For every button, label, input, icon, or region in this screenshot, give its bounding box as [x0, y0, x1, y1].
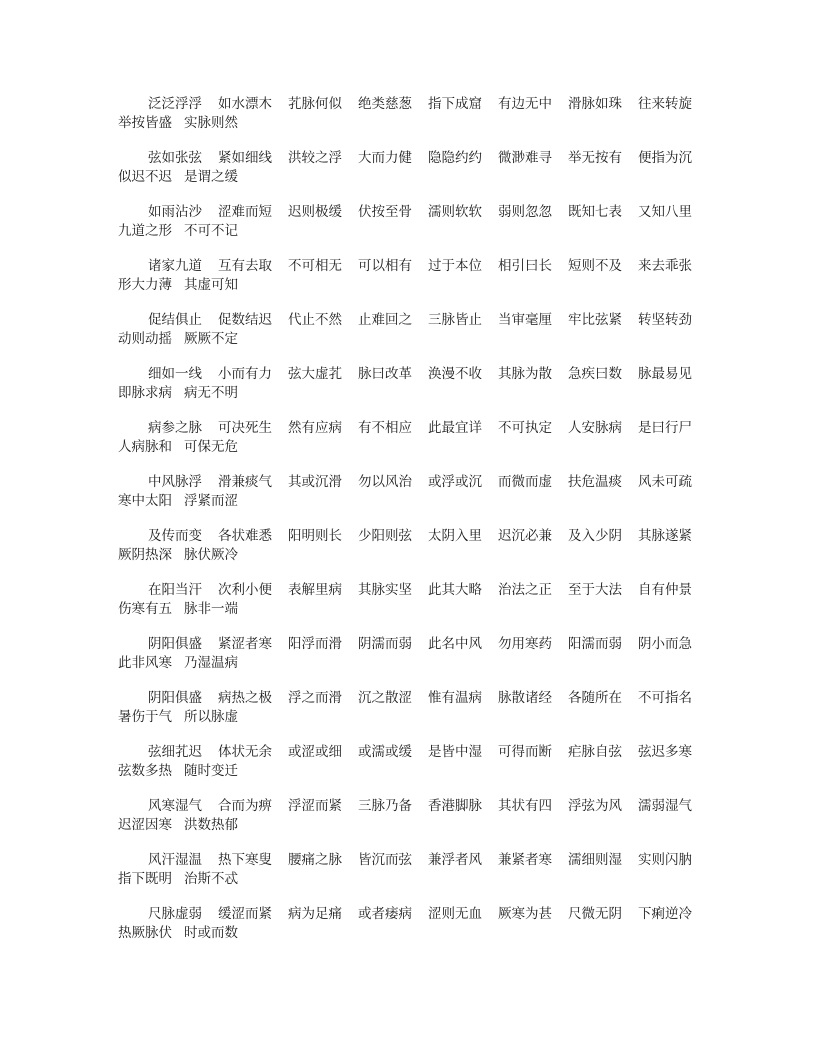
verse-phrase: 不可相无	[288, 258, 342, 274]
verse-phrase: 此非风寒	[118, 655, 172, 671]
verse-phrase: 脉曰改革	[358, 366, 412, 382]
verse-phrase: 随时变迁	[184, 763, 238, 779]
verse-phrase: 大而力健	[358, 150, 412, 166]
verse-phrase: 阴濡而弱	[358, 636, 412, 652]
verse-phrase: 所以脉虚	[184, 709, 238, 725]
verse-phrase: 紧如细线	[218, 150, 272, 166]
verse-paragraph	[118, 311, 698, 349]
verse-phrase: 其状有四	[498, 798, 552, 814]
verse-line	[118, 114, 698, 133]
verse-phrase: 表解里病	[288, 582, 342, 598]
verse-phrase: 尺脉虚弱	[148, 906, 202, 922]
verse-paragraph	[118, 851, 698, 889]
verse-phrase: 尺微无阴	[568, 906, 622, 922]
verse-phrase: 便指为沉	[638, 150, 692, 166]
verse-phrase: 短则不及	[568, 258, 622, 274]
verse-phrase: 小而有力	[218, 366, 272, 382]
verse-phrase: 止难回之	[358, 312, 412, 328]
verse-phrase: 绝类慈葱	[358, 96, 412, 112]
verse-phrase: 是皆中湿	[428, 744, 482, 760]
verse-phrase: 可保无危	[184, 439, 238, 455]
verse-phrase: 芤脉何似	[288, 96, 342, 112]
verse-phrase: 风汗湿温	[148, 852, 202, 868]
verse-phrase: 如水漂木	[218, 96, 272, 112]
verse-line	[118, 222, 698, 241]
verse-phrase: 洪较之浮	[288, 150, 342, 166]
verse-phrase: 时或而数	[184, 925, 238, 941]
verse-phrase: 迟涩因寒	[118, 817, 172, 833]
verse-line	[118, 743, 698, 762]
verse-line	[118, 473, 698, 492]
verse-phrase: 寒中太阳	[118, 493, 172, 509]
verse-phrase: 促数结迟	[218, 312, 272, 328]
verse-phrase: 至于大法	[568, 582, 622, 598]
verse-phrase: 合而为痹	[218, 798, 272, 814]
verse-phrase: 似迟不迟	[118, 169, 172, 185]
verse-phrase: 扶危温痰	[568, 474, 622, 490]
verse-phrase: 及传而变	[148, 528, 202, 544]
verse-phrase: 有边无中	[498, 96, 552, 112]
verse-paragraph	[118, 581, 698, 619]
verse-phrase: 实则闪肭	[638, 852, 692, 868]
verse-paragraph	[118, 257, 698, 295]
verse-phrase: 浮之而滑	[288, 690, 342, 706]
verse-phrase: 伏按至骨	[358, 204, 412, 220]
verse-phrase: 过于本位	[428, 258, 482, 274]
verse-phrase: 太阴入里	[428, 528, 482, 544]
verse-phrase: 各状难悉	[218, 528, 272, 544]
verse-phrase: 病热之极	[218, 690, 272, 706]
verse-phrase: 病参之脉	[148, 420, 202, 436]
verse-paragraph	[118, 797, 698, 835]
verse-phrase: 此其大略	[428, 582, 482, 598]
verse-line	[118, 905, 698, 924]
verse-phrase: 在阳当汗	[148, 582, 202, 598]
verse-phrase: 厥寒为甚	[498, 906, 552, 922]
verse-phrase: 迟沉必兼	[498, 528, 552, 544]
verse-phrase: 涣漫不收	[428, 366, 482, 382]
verse-phrase: 举无按有	[568, 150, 622, 166]
verse-phrase: 实脉则然	[184, 115, 238, 131]
verse-phrase: 兼浮者风	[428, 852, 482, 868]
verse-line	[118, 762, 698, 781]
verse-phrase: 热下寒叟	[218, 852, 272, 868]
verse-phrase: 阳明则长	[288, 528, 342, 544]
verse-body	[118, 95, 698, 959]
verse-phrase: 洪数热郁	[184, 817, 238, 833]
verse-line	[118, 276, 698, 295]
verse-line	[118, 203, 698, 222]
verse-phrase: 来去乖张	[638, 258, 692, 274]
verse-line	[118, 689, 698, 708]
verse-phrase: 兼紧者寒	[498, 852, 552, 868]
verse-phrase: 三脉皆止	[428, 312, 482, 328]
verse-phrase: 乃湿温病	[184, 655, 238, 671]
verse-phrase: 而微而虚	[498, 474, 552, 490]
verse-phrase: 弦细芤迟	[148, 744, 202, 760]
verse-phrase: 细如一线	[148, 366, 202, 382]
verse-phrase: 代止不然	[288, 312, 342, 328]
verse-paragraph	[118, 419, 698, 457]
verse-line	[118, 311, 698, 330]
verse-phrase: 浮弦为风	[568, 798, 622, 814]
verse-paragraph	[118, 203, 698, 241]
verse-phrase: 治斯不忒	[184, 871, 238, 887]
verse-phrase: 体状无余	[218, 744, 272, 760]
verse-phrase: 急疾曰数	[568, 366, 622, 382]
verse-line	[118, 635, 698, 654]
verse-phrase: 又知八里	[638, 204, 692, 220]
verse-line	[118, 492, 698, 511]
verse-phrase: 转坚转劲	[638, 312, 692, 328]
verse-phrase: 脉非一端	[184, 601, 238, 617]
verse-phrase: 次利小便	[218, 582, 272, 598]
verse-phrase: 人安脉病	[568, 420, 622, 436]
verse-phrase: 弱则忽忽	[498, 204, 552, 220]
verse-phrase: 勿以风治	[358, 474, 412, 490]
verse-phrase: 泛泛浮浮	[148, 96, 202, 112]
verse-phrase: 香港脚脉	[428, 798, 482, 814]
verse-line	[118, 581, 698, 600]
verse-phrase: 暑伤于气	[118, 709, 172, 725]
verse-line	[118, 438, 698, 457]
verse-phrase: 病为足痛	[288, 906, 342, 922]
verse-paragraph	[118, 905, 698, 943]
verse-line	[118, 654, 698, 673]
verse-phrase: 九道之形	[118, 223, 172, 239]
verse-phrase: 脉散诸经	[498, 690, 552, 706]
verse-phrase: 此名中风	[428, 636, 482, 652]
verse-line	[118, 168, 698, 187]
verse-phrase: 阳浮而滑	[288, 636, 342, 652]
verse-phrase: 即脉求病	[118, 385, 172, 401]
verse-phrase: 缓涩而紧	[218, 906, 272, 922]
verse-phrase: 风未可疏	[638, 474, 692, 490]
verse-phrase: 濡弱湿气	[638, 798, 692, 814]
verse-paragraph	[118, 473, 698, 511]
verse-phrase: 弦数多热	[118, 763, 172, 779]
verse-phrase: 涩则无血	[428, 906, 482, 922]
verse-phrase: 自有仲景	[638, 582, 692, 598]
verse-phrase: 阴阳俱盛	[148, 690, 202, 706]
verse-phrase: 弦迟多寒	[638, 744, 692, 760]
verse-phrase: 迟则极缓	[288, 204, 342, 220]
verse-phrase: 举按皆盛	[118, 115, 172, 131]
verse-phrase: 或濡或缓	[358, 744, 412, 760]
verse-line	[118, 330, 698, 349]
verse-line	[118, 419, 698, 438]
verse-phrase: 三脉乃备	[358, 798, 412, 814]
verse-phrase: 伤寒有五	[118, 601, 172, 617]
verse-phrase: 脉伏厥冷	[184, 547, 238, 563]
verse-phrase: 沉之散涩	[358, 690, 412, 706]
verse-line	[118, 870, 698, 889]
verse-phrase: 然有应病	[288, 420, 342, 436]
verse-paragraph	[118, 95, 698, 133]
verse-phrase: 滑脉如珠	[568, 96, 622, 112]
verse-line	[118, 600, 698, 619]
verse-phrase: 或涩或细	[288, 744, 342, 760]
verse-paragraph	[118, 635, 698, 673]
verse-phrase: 往来转旋	[638, 96, 692, 112]
verse-line	[118, 384, 698, 403]
verse-phrase: 可得而断	[498, 744, 552, 760]
verse-phrase: 其或沉滑	[288, 474, 342, 490]
verse-line	[118, 708, 698, 727]
verse-line	[118, 924, 698, 943]
verse-phrase: 相引曰长	[498, 258, 552, 274]
verse-phrase: 如雨沾沙	[148, 204, 202, 220]
verse-line	[118, 257, 698, 276]
verse-phrase: 热厥脉伏	[118, 925, 172, 941]
verse-paragraph	[118, 527, 698, 565]
verse-phrase: 人病脉和	[118, 439, 172, 455]
verse-phrase: 中风脉浮	[148, 474, 202, 490]
verse-phrase: 可以相有	[358, 258, 412, 274]
verse-phrase: 少阳则弦	[358, 528, 412, 544]
verse-line	[118, 546, 698, 565]
verse-phrase: 濡则软软	[428, 204, 482, 220]
verse-phrase: 有不相应	[358, 420, 412, 436]
verse-phrase: 微渺难寻	[498, 150, 552, 166]
verse-line	[118, 851, 698, 870]
verse-line	[118, 527, 698, 546]
verse-phrase: 阳濡而弱	[568, 636, 622, 652]
verse-phrase: 其脉遂紧	[638, 528, 692, 544]
verse-phrase: 是曰行尸	[638, 420, 692, 436]
verse-phrase: 或者痿病	[358, 906, 412, 922]
verse-phrase: 不可执定	[498, 420, 552, 436]
verse-paragraph	[118, 689, 698, 727]
verse-phrase: 互有去取	[218, 258, 272, 274]
verse-phrase: 治法之正	[498, 582, 552, 598]
verse-phrase: 阴阳俱盛	[148, 636, 202, 652]
verse-phrase: 阴小而急	[638, 636, 692, 652]
verse-phrase: 疟脉自弦	[568, 744, 622, 760]
verse-phrase: 风寒湿气	[148, 798, 202, 814]
verse-phrase: 其脉为散	[498, 366, 552, 382]
verse-phrase: 涩难而短	[218, 204, 272, 220]
verse-phrase: 诸家九道	[148, 258, 202, 274]
verse-phrase: 弦大虚芤	[288, 366, 342, 382]
verse-phrase: 及入少阴	[568, 528, 622, 544]
verse-phrase: 弦如张弦	[148, 150, 202, 166]
verse-phrase: 各随所在	[568, 690, 622, 706]
verse-phrase: 动则动摇	[118, 331, 172, 347]
verse-paragraph	[118, 743, 698, 781]
verse-line	[118, 816, 698, 835]
verse-paragraph	[118, 365, 698, 403]
verse-phrase: 脉最易见	[638, 366, 692, 382]
verse-phrase: 腰痛之脉	[288, 852, 342, 868]
verse-phrase: 浮紧而涩	[184, 493, 238, 509]
verse-phrase: 紧涩者寒	[218, 636, 272, 652]
verse-phrase: 形大力薄	[118, 277, 172, 293]
verse-phrase: 其脉实坚	[358, 582, 412, 598]
verse-phrase: 指下既明	[118, 871, 172, 887]
verse-phrase: 当审毫厘	[498, 312, 552, 328]
verse-phrase: 牢比弦紧	[568, 312, 622, 328]
verse-phrase: 厥厥不定	[184, 331, 238, 347]
verse-phrase: 不可不记	[184, 223, 238, 239]
verse-line	[118, 95, 698, 114]
verse-phrase: 此最宜详	[428, 420, 482, 436]
verse-phrase: 浮涩而紧	[288, 798, 342, 814]
verse-phrase: 下痢逆冷	[638, 906, 692, 922]
verse-phrase: 可决死生	[218, 420, 272, 436]
verse-phrase: 不可指名	[638, 690, 692, 706]
verse-line	[118, 365, 698, 384]
verse-phrase: 隐隐约约	[428, 150, 482, 166]
verse-phrase: 是谓之缓	[184, 169, 238, 185]
verse-phrase: 既知七表	[568, 204, 622, 220]
verse-phrase: 滑兼痰气	[218, 474, 272, 490]
verse-line	[118, 797, 698, 816]
verse-phrase: 濡细则湿	[568, 852, 622, 868]
verse-paragraph	[118, 149, 698, 187]
verse-phrase: 惟有温病	[428, 690, 482, 706]
verse-phrase: 或浮或沉	[428, 474, 482, 490]
verse-phrase: 促结俱止	[148, 312, 202, 328]
verse-phrase: 勿用寒药	[498, 636, 552, 652]
verse-phrase: 指下成窟	[428, 96, 482, 112]
verse-line	[118, 149, 698, 168]
verse-phrase: 病无不明	[184, 385, 238, 401]
verse-phrase: 厥阴热深	[118, 547, 172, 563]
verse-phrase: 其虚可知	[184, 277, 238, 293]
verse-phrase: 皆沉而弦	[358, 852, 412, 868]
